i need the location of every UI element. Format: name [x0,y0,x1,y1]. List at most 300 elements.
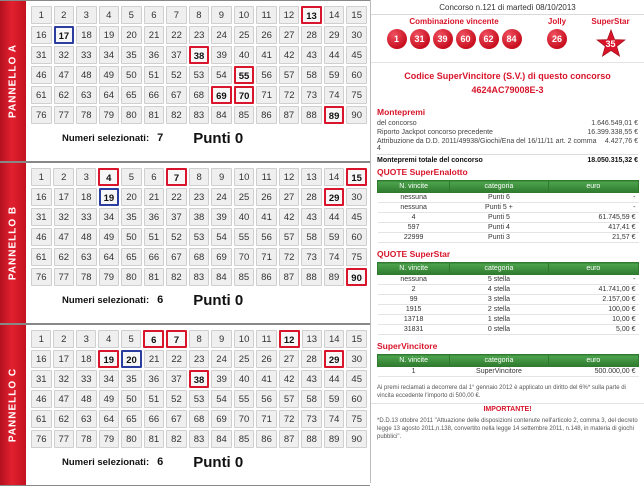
number-cell[interactable]: 26 [256,26,277,44]
number-row [30,389,368,409]
number-cell[interactable]: 55 [234,66,255,84]
number-cell[interactable]: 20 [121,26,142,44]
number-cell[interactable]: 79 [99,106,120,124]
number-cell[interactable]: 33 [76,208,97,226]
number-cell[interactable]: 70 [234,86,255,104]
number-cell[interactable]: 90 [346,268,367,286]
number-cell[interactable]: 54 [211,66,232,84]
number-cell[interactable]: 65 [121,86,142,104]
winning-ball: 1 [387,29,407,49]
number-cell[interactable]: 10 [234,330,254,348]
number-cell[interactable]: 45 [346,370,367,388]
number-cell[interactable]: 31 [31,208,52,226]
number-cell[interactable]: 73 [301,410,322,428]
number-cell[interactable]: 3 [76,6,97,24]
number-cell[interactable]: 25 [234,26,255,44]
number-cell[interactable]: 51 [144,390,165,408]
number-cell[interactable]: 88 [301,430,322,448]
number-cell[interactable]: 30 [346,188,367,206]
number-cell[interactable]: 53 [189,66,210,84]
number-cell[interactable]: 34 [99,46,120,64]
number-cell[interactable]: 59 [324,66,345,84]
number-cell[interactable]: 2 [53,330,73,348]
number-cell[interactable]: 72 [279,86,300,104]
number-cell[interactable]: 49 [99,66,120,84]
number-cell[interactable]: 27 [279,26,300,44]
number-cell[interactable]: 68 [189,410,210,428]
number-cell[interactable]: 80 [121,430,142,448]
number-cell[interactable]: 35 [121,370,142,388]
number-cell[interactable]: 75 [346,410,367,428]
number-cell[interactable]: 38 [189,46,210,64]
number-cell[interactable]: 69 [211,248,232,266]
number-cell[interactable]: 85 [234,106,255,124]
number-cell[interactable]: 85 [234,430,255,448]
number-cell[interactable]: 46 [31,228,52,246]
number-cell[interactable]: 35 [121,46,142,64]
number-cell[interactable]: 63 [76,248,97,266]
number-cell[interactable]: 57 [279,66,300,84]
table-cell: Punti 5 [450,213,548,223]
number-cell[interactable]: 87 [279,430,300,448]
number-cell[interactable]: 11 [256,168,276,186]
number-cell[interactable]: 81 [144,106,165,124]
number-cell[interactable]: 78 [76,106,97,124]
number-cell[interactable]: 5 [121,6,142,24]
number-cell[interactable]: 27 [279,188,300,206]
number-cell[interactable]: 18 [76,188,97,206]
montepremi-row [377,119,638,128]
number-cell[interactable]: 87 [279,106,300,124]
number-cell[interactable]: 82 [166,106,187,124]
number-cell[interactable]: 51 [144,66,165,84]
montepremi-label: del concorso [377,120,417,127]
number-cell[interactable]: 37 [166,370,187,388]
number-cell[interactable]: 15 [346,330,366,348]
number-cell[interactable]: 25 [234,350,254,368]
number-cell[interactable]: 50 [121,390,142,408]
number-cell[interactable]: 47 [54,228,75,246]
number-cell[interactable]: 17 [53,350,73,368]
number-cell[interactable]: 11 [256,6,277,24]
number-cell[interactable]: 27 [279,350,299,368]
number-cell[interactable]: 17 [54,188,75,206]
number-cell[interactable]: 84 [211,430,232,448]
number-cell[interactable]: 40 [234,46,255,64]
number-cell[interactable]: 19 [99,188,120,206]
number-cell[interactable]: 39 [211,208,232,226]
montepremi-value: 4.427,76 € [604,138,638,145]
number-cell[interactable]: 77 [54,268,75,286]
number-cell[interactable]: 70 [234,248,255,266]
number-cell[interactable]: 86 [256,106,277,124]
number-cell[interactable]: 85 [234,268,255,286]
number-cell[interactable]: 74 [324,86,345,104]
number-cell[interactable]: 53 [189,228,210,246]
number-cell[interactable]: 37 [166,208,187,226]
number-cell[interactable]: 15 [346,6,367,24]
number-cell[interactable]: 1 [31,330,51,348]
number-cell[interactable]: 8 [189,330,209,348]
number-cell[interactable]: 70 [234,410,255,428]
number-cell[interactable]: 33 [76,46,97,64]
winning-ball: 62 [479,29,499,49]
number-cell[interactable]: 66 [144,248,165,266]
number-cell[interactable]: 69 [211,410,232,428]
number-cell[interactable]: 90 [346,430,367,448]
number-cell[interactable]: 51 [144,228,165,246]
number-cell[interactable]: 36 [144,46,165,64]
number-cell[interactable]: 47 [54,390,75,408]
number-cell[interactable]: 45 [346,46,367,64]
number-cell[interactable]: 76 [31,106,52,124]
number-cell[interactable]: 35 [121,208,142,226]
note-2: *D.D.13 ottobre 2011 "Attuazione delle disposizioni contenute nell'articolo 2, comma 3, del decreto legge 13 agosto 2011,n.138, convertito nella legge 14 settembre 2011, n.148, in materia di giochi pubblici". [377,418,638,440]
number-cell[interactable]: 48 [76,390,97,408]
number-cell[interactable]: 62 [54,410,75,428]
number-cell[interactable]: 44 [324,46,345,64]
number-cell[interactable]: 9 [211,330,231,348]
number-cell[interactable]: 71 [256,248,277,266]
number-cell[interactable]: 18 [76,350,96,368]
number-cell[interactable]: 76 [31,268,52,286]
number-cell[interactable]: 41 [256,46,277,64]
number-cell[interactable]: 56 [256,390,277,408]
number-cell[interactable]: 62 [54,86,75,104]
number-cell[interactable]: 25 [234,188,255,206]
number-cell[interactable]: 8 [189,6,210,24]
number-cell[interactable]: 24 [211,188,232,206]
number-cell[interactable]: 66 [144,86,165,104]
number-cell[interactable]: 58 [301,66,322,84]
number-cell[interactable]: 66 [144,410,165,428]
panel-c-punti: Punti 0 [193,453,244,471]
number-cell[interactable]: 63 [76,410,97,428]
number-cell[interactable]: 22 [166,188,187,206]
number-cell[interactable]: 83 [189,430,210,448]
number-cell[interactable]: 1 [31,168,51,186]
number-cell[interactable]: 16 [31,188,52,206]
number-cell[interactable]: 6 [144,6,165,24]
number-cell[interactable]: 82 [166,430,187,448]
number-cell[interactable]: 3 [76,168,96,186]
number-cell[interactable]: 82 [166,268,187,286]
number-cell[interactable]: 75 [346,248,367,266]
number-cell[interactable]: 36 [144,208,165,226]
number-cell[interactable]: 4 [98,168,119,186]
number-cell[interactable]: 73 [301,248,322,266]
number-cell[interactable]: 32 [54,46,75,64]
column-header: categoria [450,181,548,193]
number-cell[interactable]: 38 [189,370,210,388]
number-cell[interactable]: 13 [301,6,322,24]
number-cell[interactable]: 16 [31,350,51,368]
number-cell[interactable]: 30 [346,350,366,368]
number-cell[interactable]: 86 [256,268,277,286]
number-cell[interactable]: 68 [189,248,210,266]
number-cell[interactable]: 22 [166,350,186,368]
number-cell[interactable]: 69 [211,86,232,104]
number-cell[interactable]: 41 [256,208,277,226]
number-cell[interactable]: 73 [301,86,322,104]
number-cell[interactable]: 81 [144,268,165,286]
column-header: N. vincite [378,355,450,367]
number-cell[interactable]: 56 [256,228,277,246]
number-cell[interactable]: 77 [54,430,75,448]
number-cell[interactable]: 67 [166,248,187,266]
number-cell[interactable]: 38 [189,208,210,226]
number-cell[interactable]: 29 [324,188,345,206]
number-cell[interactable]: 23 [189,188,210,206]
number-cell[interactable]: 28 [301,350,321,368]
number-cell[interactable]: 81 [144,430,165,448]
number-cell[interactable]: 9 [211,6,232,24]
number-cell[interactable]: 26 [256,350,276,368]
number-row [30,65,368,85]
number-cell[interactable]: 6 [144,168,164,186]
number-cell[interactable]: 13 [301,168,321,186]
number-cell[interactable]: 64 [99,410,120,428]
number-cell[interactable]: 46 [31,390,52,408]
number-cell[interactable]: 57 [279,390,300,408]
number-cell[interactable]: 83 [189,106,210,124]
number-cell[interactable]: 7 [166,6,187,24]
number-cell[interactable]: 20 [121,350,142,368]
number-cell[interactable]: 24 [211,350,231,368]
number-cell[interactable]: 4 [99,6,120,24]
table-cell: 1 [378,367,450,377]
number-cell[interactable]: 26 [256,188,277,206]
number-cell[interactable]: 39 [211,370,232,388]
number-cell[interactable]: 52 [166,390,187,408]
number-cell[interactable]: 55 [234,228,255,246]
number-cell[interactable]: 65 [121,248,142,266]
number-cell[interactable]: 76 [31,430,52,448]
number-cell[interactable]: 50 [121,228,142,246]
table-cell: nessuna [378,275,450,285]
number-cell[interactable]: 28 [301,188,322,206]
number-cell[interactable]: 23 [189,26,210,44]
number-cell[interactable]: 43 [301,208,322,226]
table-cell: 13718 [378,315,450,325]
number-cell[interactable]: 54 [211,228,232,246]
number-cell[interactable]: 58 [301,228,322,246]
number-cell[interactable]: 21 [144,26,165,44]
number-cell[interactable]: 71 [256,410,277,428]
number-cell[interactable]: 47 [54,66,75,84]
number-cell[interactable]: 75 [346,86,367,104]
number-cell[interactable]: 14 [324,6,345,24]
number-cell[interactable]: 13 [302,330,322,348]
number-cell[interactable]: 42 [279,46,300,64]
number-cell[interactable]: 40 [234,208,255,226]
number-cell[interactable]: 90 [346,106,367,124]
panel-c-grid[interactable] [28,325,370,449]
number-cell[interactable]: 8 [189,168,209,186]
winning-ball: 84 [502,29,522,49]
number-cell[interactable]: 41 [256,370,277,388]
number-cell[interactable]: 72 [279,248,300,266]
number-cell[interactable]: 58 [301,390,322,408]
table-cell: 2.157,00 € [548,295,638,305]
number-cell[interactable]: 71 [256,86,277,104]
number-cell[interactable]: 9 [211,168,231,186]
number-cell[interactable]: 54 [211,390,232,408]
number-cell[interactable]: 62 [54,248,75,266]
number-cell[interactable]: 53 [189,390,210,408]
number-cell[interactable]: 44 [324,370,345,388]
number-cell[interactable]: 79 [99,268,120,286]
number-cell[interactable]: 78 [76,268,97,286]
number-cell[interactable]: 1 [31,6,52,24]
panel-b-grid[interactable] [28,163,370,287]
number-cell[interactable]: 2 [54,6,75,24]
number-cell[interactable]: 49 [99,390,120,408]
number-cell[interactable]: 89 [324,430,345,448]
number-cell[interactable]: 56 [256,66,277,84]
number-cell[interactable]: 89 [324,268,345,286]
number-cell[interactable]: 4 [98,330,118,348]
number-cell[interactable]: 7 [166,330,187,348]
number-cell[interactable]: 16 [31,26,52,44]
number-cell[interactable]: 12 [279,168,299,186]
number-cell[interactable]: 65 [121,410,142,428]
number-cell[interactable]: 12 [279,330,300,348]
number-cell[interactable]: 59 [324,390,345,408]
number-cell[interactable]: 68 [189,86,210,104]
number-cell[interactable]: 21 [144,350,164,368]
number-cell[interactable]: 87 [279,268,300,286]
number-cell[interactable]: 3 [76,330,96,348]
number-cell[interactable]: 39 [211,46,232,64]
number-cell[interactable]: 60 [346,390,367,408]
number-cell[interactable]: 88 [301,106,322,124]
number-cell[interactable]: 57 [279,228,300,246]
number-row [30,329,368,349]
number-cell[interactable]: 36 [144,370,165,388]
number-cell[interactable]: 24 [211,26,232,44]
number-cell[interactable]: 84 [211,268,232,286]
number-cell[interactable]: 10 [234,6,255,24]
number-cell[interactable]: 12 [279,6,300,24]
number-cell[interactable]: 63 [76,86,97,104]
winning-ball: 31 [410,29,430,49]
number-cell[interactable]: 50 [121,66,142,84]
number-cell[interactable]: 74 [324,248,345,266]
number-cell[interactable]: 44 [324,208,345,226]
number-cell[interactable]: 19 [99,26,120,44]
number-cell[interactable]: 86 [256,430,277,448]
number-cell[interactable]: 52 [166,228,187,246]
number-cell[interactable]: 42 [279,208,300,226]
number-cell[interactable]: 52 [166,66,187,84]
number-cell[interactable]: 29 [324,26,345,44]
number-cell[interactable]: 30 [346,26,367,44]
number-cell[interactable]: 14 [324,168,344,186]
number-cell[interactable]: 74 [324,410,345,428]
number-cell[interactable]: 61 [31,248,52,266]
number-cell[interactable]: 67 [166,410,187,428]
number-cell[interactable]: 77 [54,106,75,124]
number-cell[interactable]: 14 [324,330,344,348]
number-cell[interactable]: 89 [324,106,345,124]
number-cell[interactable]: 80 [121,106,142,124]
number-cell[interactable]: 61 [31,410,52,428]
number-cell[interactable]: 64 [99,248,120,266]
number-cell[interactable]: 43 [301,46,322,64]
number-cell[interactable]: 20 [121,188,142,206]
number-cell[interactable]: 46 [31,66,52,84]
panel-a-grid[interactable] [28,1,370,125]
number-cell[interactable]: 42 [279,370,300,388]
number-cell[interactable]: 5 [121,168,141,186]
number-cell[interactable]: 32 [54,208,75,226]
table-cell: 10,00 € [548,315,638,325]
number-cell[interactable]: 31 [31,370,52,388]
number-cell[interactable]: 79 [99,430,120,448]
number-cell[interactable]: 22 [166,26,187,44]
number-cell[interactable]: 67 [166,86,187,104]
number-cell[interactable]: 18 [76,26,97,44]
number-cell[interactable]: 15 [346,168,367,186]
number-cell[interactable]: 32 [54,370,75,388]
number-cell[interactable]: 80 [121,268,142,286]
number-cell[interactable]: 88 [301,268,322,286]
number-cell[interactable]: 11 [256,330,276,348]
number-cell[interactable]: 33 [76,370,97,388]
number-cell[interactable]: 60 [346,66,367,84]
number-cell[interactable]: 21 [144,188,165,206]
number-cell[interactable]: 19 [98,350,119,368]
number-cell[interactable]: 64 [99,86,120,104]
number-cell[interactable]: 55 [234,390,255,408]
number-cell[interactable]: 48 [76,228,97,246]
sv-code-title: Codice SuperVincitore (S.V.) di questo concorso [404,71,611,81]
number-cell[interactable]: 45 [346,208,367,226]
number-cell[interactable]: 5 [121,330,141,348]
number-cell[interactable]: 17 [54,26,75,44]
panel-b-tab: PANNELLO B [0,163,26,323]
number-cell[interactable]: 59 [324,228,345,246]
table-row [378,315,639,325]
number-cell[interactable]: 37 [166,46,187,64]
number-cell[interactable]: 34 [99,208,120,226]
panel-b-selected-count: 6 [157,294,164,306]
number-cell[interactable]: 43 [301,370,322,388]
number-cell[interactable]: 29 [324,350,345,368]
number-cell[interactable]: 2 [53,168,73,186]
number-cell[interactable]: 84 [211,106,232,124]
number-cell[interactable]: 23 [189,350,209,368]
number-cell[interactable]: 61 [31,86,52,104]
table-cell: 4 stella [450,285,548,295]
number-cell[interactable]: 28 [301,26,322,44]
number-cell[interactable]: 49 [99,228,120,246]
number-cell[interactable]: 60 [346,228,367,246]
number-cell[interactable]: 83 [189,268,210,286]
number-cell[interactable]: 40 [234,370,255,388]
number-cell[interactable]: 10 [234,168,254,186]
number-cell[interactable]: 48 [76,66,97,84]
number-cell[interactable]: 72 [279,410,300,428]
number-cell[interactable]: 6 [143,330,164,348]
number-cell[interactable]: 31 [31,46,52,64]
montepremi-label: Riporto Jackpot concorso precedente [377,129,493,136]
number-cell[interactable]: 78 [76,430,97,448]
number-cell[interactable]: 34 [99,370,120,388]
number-cell[interactable]: 7 [166,168,187,186]
superstar-block [581,17,640,59]
